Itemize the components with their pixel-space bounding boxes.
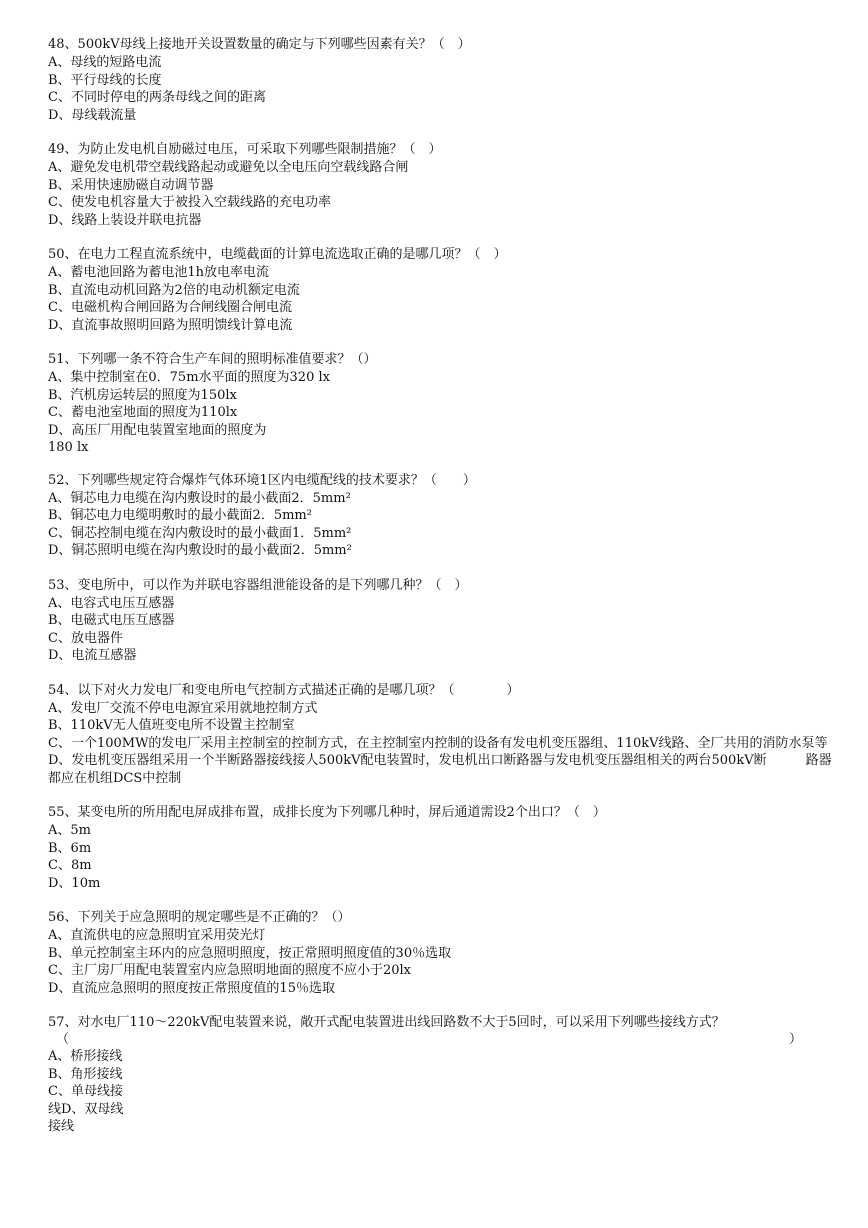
option-d: D、直流事故照明回路为照明馈线计算电流 <box>48 317 293 333</box>
question-56 <box>48 909 838 997</box>
option-b: B、铜芯电力电缆明敷时的最小截面2．5mm² <box>48 508 312 523</box>
option-c: C、电磁机构合闸回路为合闸线圈合闸电流 <box>48 300 292 315</box>
option-c: C、主厂房厂用配电装置室内应急照明地面的照度不应小于20lx <box>48 963 411 978</box>
option-c: C、铜芯控制电缆在沟内敷设时的最小截面1．5mm² <box>48 525 352 541</box>
option-a: A、蓄电池回路为蓄电池1h放电率电流 <box>48 265 270 280</box>
option-a: A、电容式电压互感器 <box>48 595 175 611</box>
option-d-continuation: 接线 <box>48 1119 75 1134</box>
option-c: C、8m <box>48 858 92 873</box>
option-b: B、电磁式电压互感器 <box>48 613 175 628</box>
option-b: B、角形接线 <box>48 1066 123 1082</box>
option-a: A、集中控制室在0．75m水平面的照度为320 lx <box>48 370 330 385</box>
question-stem: 50、在电力工程直流系统中，电缆截面的计算电流选取正确的是哪几项？（ ） <box>48 247 507 262</box>
option-a: A、母线的短路电流 <box>48 55 162 70</box>
question-stem: 49、为防止发电机自励磁过电压，可采取下列哪些限制措施？（ ） <box>48 142 442 157</box>
question-stem: 51、下列哪一条不符合生产车间的照明标准值要求？（） <box>48 352 377 367</box>
question-stem: 57、对水电厂110～220kV配电装置来说，敞开式配电装置进出线回路数不大于5回时，可以采用下列哪些接线方式？ <box>48 1015 725 1030</box>
option-a: A、避免发电机带空载线路起动或避免以全电压向空载线路合闸 <box>48 160 409 175</box>
question-stem: 54、以下对火力发电厂和变电所电气控制方式描述正确的是哪几项？（ ） <box>48 682 520 698</box>
question-57 <box>48 1014 838 1136</box>
option-b: B、直流电动机回路为2倍的电动机额定电流 <box>48 282 300 298</box>
option-d: 线D、双母线 <box>48 1101 124 1117</box>
option-d: D、直流应急照明的照度按正常照度值的15％选取 <box>48 980 335 996</box>
question-52 <box>48 472 838 560</box>
option-c: C、放电器件 <box>48 630 123 646</box>
option-d: D、母线载流量 <box>48 107 137 123</box>
option-c: C、使发电机容量大于被投入空载线路的充电功率 <box>48 195 331 210</box>
question-48 <box>48 36 838 124</box>
option-c: C、单母线接 <box>48 1084 123 1099</box>
option-d: D、电流互感器 <box>48 648 137 663</box>
question-stem: 48、500kV母线上接地开关设置数量的确定与下列哪些因素有关？（ ） <box>48 37 471 52</box>
option-d-continuation: 180 lx <box>48 440 89 455</box>
option-b: B、6m <box>48 840 92 856</box>
paren-close: ） <box>788 1032 802 1047</box>
option-c: C、蓄电池室地面的照度为110lx <box>48 405 238 420</box>
option-b: B、采用快速励磁自动调节器 <box>48 177 214 193</box>
question-55 <box>48 804 838 892</box>
option-a: A、铜芯电力电缆在沟内敷设时的最小截面2．5mm² <box>48 490 351 506</box>
option-d: D、铜芯照明电缆在沟内敷设时的最小截面2．5mm² <box>48 543 352 558</box>
exam-page <box>48 36 838 1153</box>
question-stem: 55、某变电所的所用配电屏成排布置，成排长度为下列哪几种时，屏后通道需设2个出口？（ ） <box>48 805 606 820</box>
option-b: B、单元控制室主环内的应急照明照度，按正常照明照度值的30％选取 <box>48 945 452 961</box>
option-a: A、发电厂交流不停电电源宜采用就地控制方式 <box>48 700 318 716</box>
option-a: A、直流供电的应急照明宜采用荧光灯 <box>48 928 266 943</box>
question-54 <box>48 682 838 788</box>
answer-blank <box>48 1031 838 1048</box>
question-stem: 53、变电所中，可以作为并联电容器组泄能设备的是下列哪几种？（ ） <box>48 577 468 593</box>
question-stem: 56、下列关于应急照明的规定哪些是不正确的？（） <box>48 910 351 925</box>
option-b: B、汽机房运转层的照度为150lx <box>48 387 237 403</box>
question-stem: 52、下列哪些规定符合爆炸气体环境1区内电缆配线的技术要求？（ ） <box>48 472 476 488</box>
option-d: D、发电机变压器组采用一个半断路器接线接人500kV配电装置时，发电机出口断路器与发电机变压器组相关的两台500kV断 路器都应在机组DCS中控制 <box>48 753 832 786</box>
option-c: C、不同时停电的两条母线之间的距离 <box>48 90 266 105</box>
option-b: B、110kV无人值班变电所不设置主控制室 <box>48 718 295 733</box>
option-d: D、10m <box>48 875 101 891</box>
question-51 <box>48 351 838 457</box>
option-b: B、平行母线的长度 <box>48 72 162 88</box>
question-53 <box>48 577 838 665</box>
question-49 <box>48 141 838 229</box>
option-d: D、高压厂用配电装置室地面的照度为 <box>48 422 267 438</box>
question-50 <box>48 246 838 334</box>
paren-open: （ <box>56 1032 70 1047</box>
option-d: D、线路上装设并联电抗器 <box>48 212 202 228</box>
option-c: C、一个100MW的发电厂采用主控制室的控制方式，在主控制室内控制的设备有发电机变压器组、110kV线路、全厂共用的消防水泵等 <box>48 735 828 751</box>
option-a: A、5m <box>48 823 91 838</box>
option-a: A、桥形接线 <box>48 1049 123 1064</box>
